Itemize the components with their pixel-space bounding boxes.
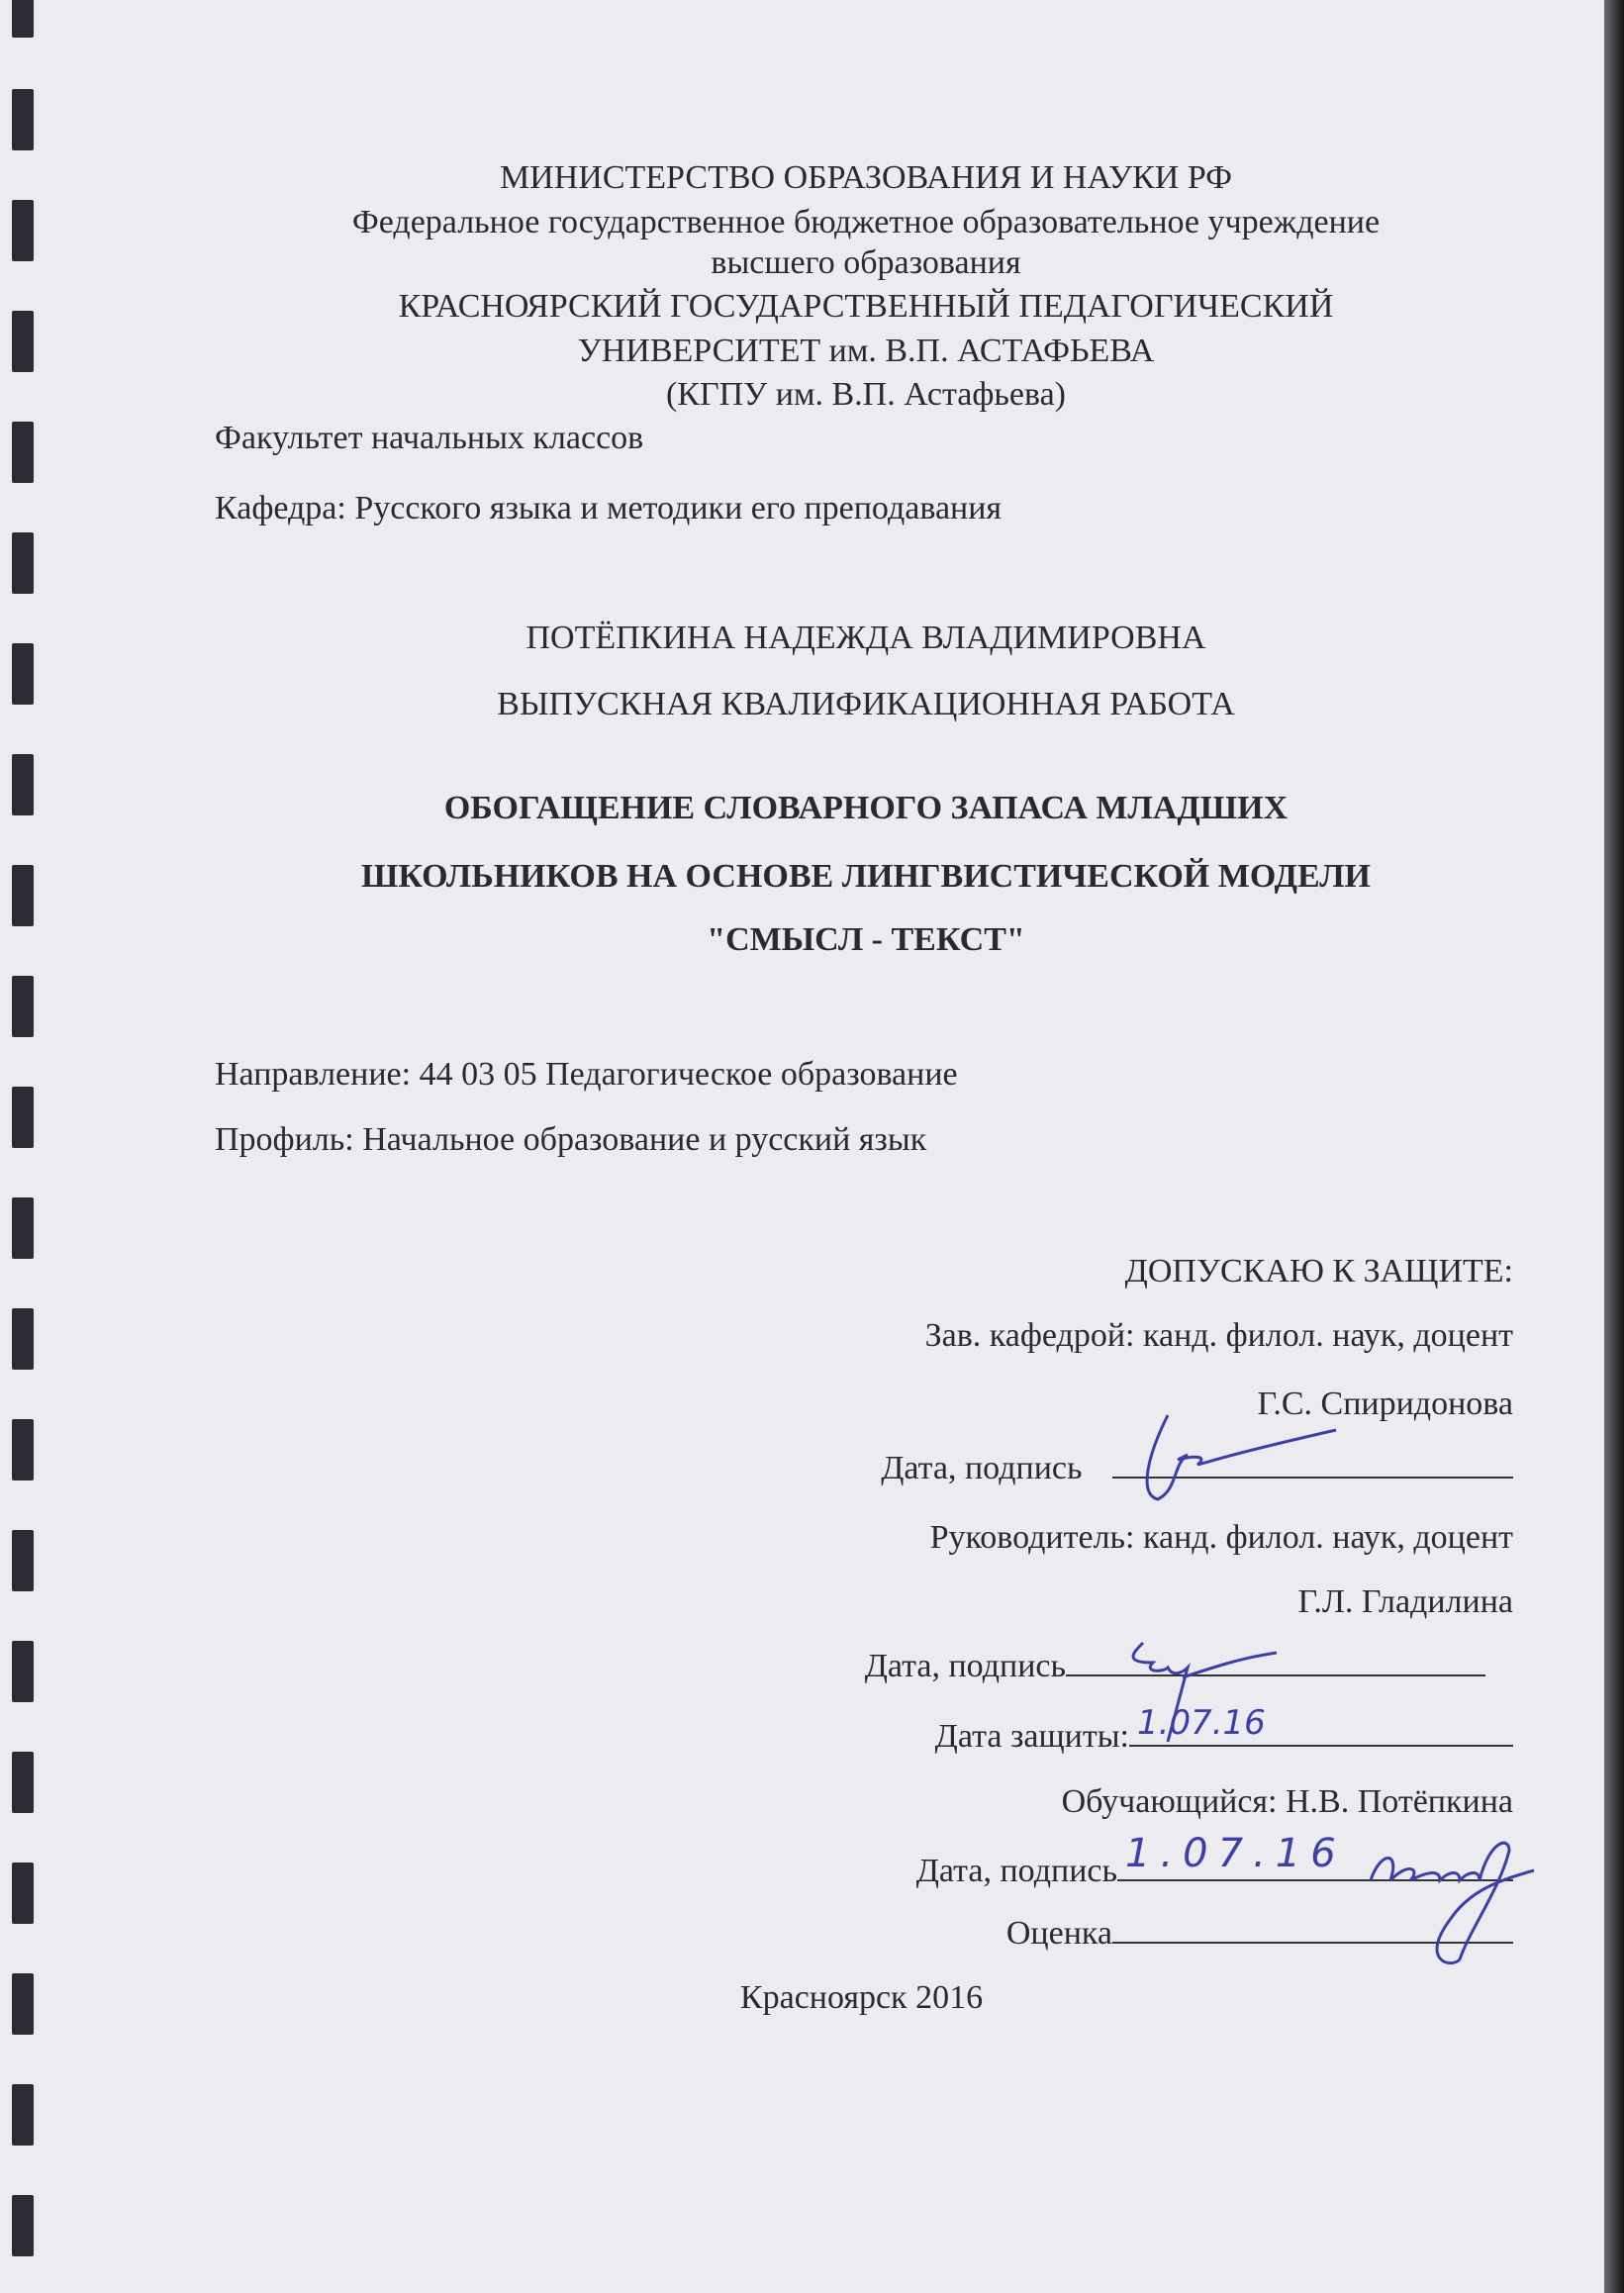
defense-date-handwritten: 1.07.16 bbox=[1137, 1703, 1266, 1743]
student-signature bbox=[1361, 1831, 1534, 1969]
student: Обучающийся: Н.В. Потёпкина bbox=[1061, 1783, 1513, 1820]
profile: Профиль: Начальное образование и русский язык bbox=[215, 1121, 927, 1158]
binding-hole bbox=[12, 89, 34, 150]
binding-hole bbox=[12, 422, 34, 483]
binding-hole bbox=[12, 976, 34, 1037]
work-title-line-1: ОБОГАЩЕНИЕ СЛОВАРНОГО ЗАПАСА МЛАДШИХ bbox=[443, 790, 1289, 826]
binding-hole bbox=[12, 1641, 34, 1702]
supervisor-name: Г.Л. Гладилина bbox=[1297, 1583, 1513, 1620]
institution-type-2: высшего образования bbox=[711, 244, 1021, 281]
work-title-line-3: "СМЫСЛ - ТЕКСТ" bbox=[707, 921, 1025, 958]
supervisor-signature bbox=[1113, 1633, 1282, 1752]
binding-hole bbox=[12, 311, 34, 372]
supervisor: Руководитель: канд. филол. наук, доцент bbox=[929, 1519, 1513, 1556]
defense-date-label: Дата защиты: bbox=[934, 1718, 1129, 1755]
binding-hole bbox=[12, 1419, 34, 1481]
binding-hole bbox=[12, 1087, 34, 1148]
university-name-1: КРАСНОЯРСКИЙ ГОСУДАРСТВЕННЫЙ ПЕДАГОГИЧЕСКИЙ bbox=[398, 288, 1334, 325]
binding-hole bbox=[12, 1530, 34, 1591]
binding-hole bbox=[12, 643, 34, 705]
head-of-department: Зав. кафедрой: канд. филол. наук, доцент bbox=[924, 1317, 1513, 1354]
binding-hole bbox=[12, 2195, 34, 2256]
binding-hole bbox=[12, 1308, 34, 1370]
binding-hole bbox=[12, 2084, 34, 2146]
direction: Направление: 44 03 05 Педагогическое образование bbox=[215, 1056, 958, 1093]
ministry: МИНИСТЕРСТВО ОБРАЗОВАНИЯ И НАУКИ РФ bbox=[499, 159, 1233, 196]
grade-label: Оценка bbox=[1005, 1915, 1112, 1952]
binding-hole bbox=[12, 1752, 34, 1813]
approval-heading: ДОПУСКАЮ К ЗАЩИТЕ: bbox=[1124, 1253, 1513, 1290]
work-type: ВЫПУСКНАЯ КВАЛИФИКАЦИОННАЯ РАБОТА bbox=[497, 686, 1235, 722]
binding-hole bbox=[12, 200, 34, 261]
date-sign-label: Дата, подпись bbox=[881, 1450, 1083, 1486]
university-name-2: УНИВЕРСИТЕТ им. В.П. АСТАФЬЕВА bbox=[577, 333, 1155, 369]
head-signature bbox=[1138, 1405, 1336, 1514]
head-name: Г.С. Спиридонова bbox=[1257, 1385, 1513, 1422]
institution-type: Федеральное государственное бюджетное образовательное учреждение bbox=[351, 204, 1381, 240]
binding-hole bbox=[12, 1197, 34, 1259]
faculty: Факультет начальных классов bbox=[215, 420, 644, 456]
binding-hole bbox=[12, 865, 34, 926]
city-year: Красноярск 2016 bbox=[739, 1979, 984, 2016]
binding-hole bbox=[12, 532, 34, 594]
university-short: (КГПУ им. В.П. Астафьева) bbox=[665, 376, 1067, 413]
student-date-handwritten: 1.07.16 bbox=[1125, 1831, 1346, 1876]
author-name: ПОТЁПКИНА НАДЕЖДА ВЛАДИМИРОВНА bbox=[525, 620, 1206, 656]
date-sign-label: Дата, подпись bbox=[864, 1648, 1066, 1684]
binding-hole bbox=[12, 754, 34, 815]
binding-hole bbox=[12, 1863, 34, 1924]
work-title-line-2: ШКОЛЬНИКОВ НА ОСНОВЕ ЛИНГВИСТИЧЕСКОЙ МОДЕЛИ bbox=[361, 858, 1371, 895]
date-sign-label: Дата, подпись bbox=[915, 1853, 1117, 1889]
scan-edge bbox=[1604, 0, 1624, 2293]
department: Кафедра: Русского языка и методики его преподавания bbox=[215, 490, 1003, 526]
binding-hole bbox=[12, 0, 34, 38]
